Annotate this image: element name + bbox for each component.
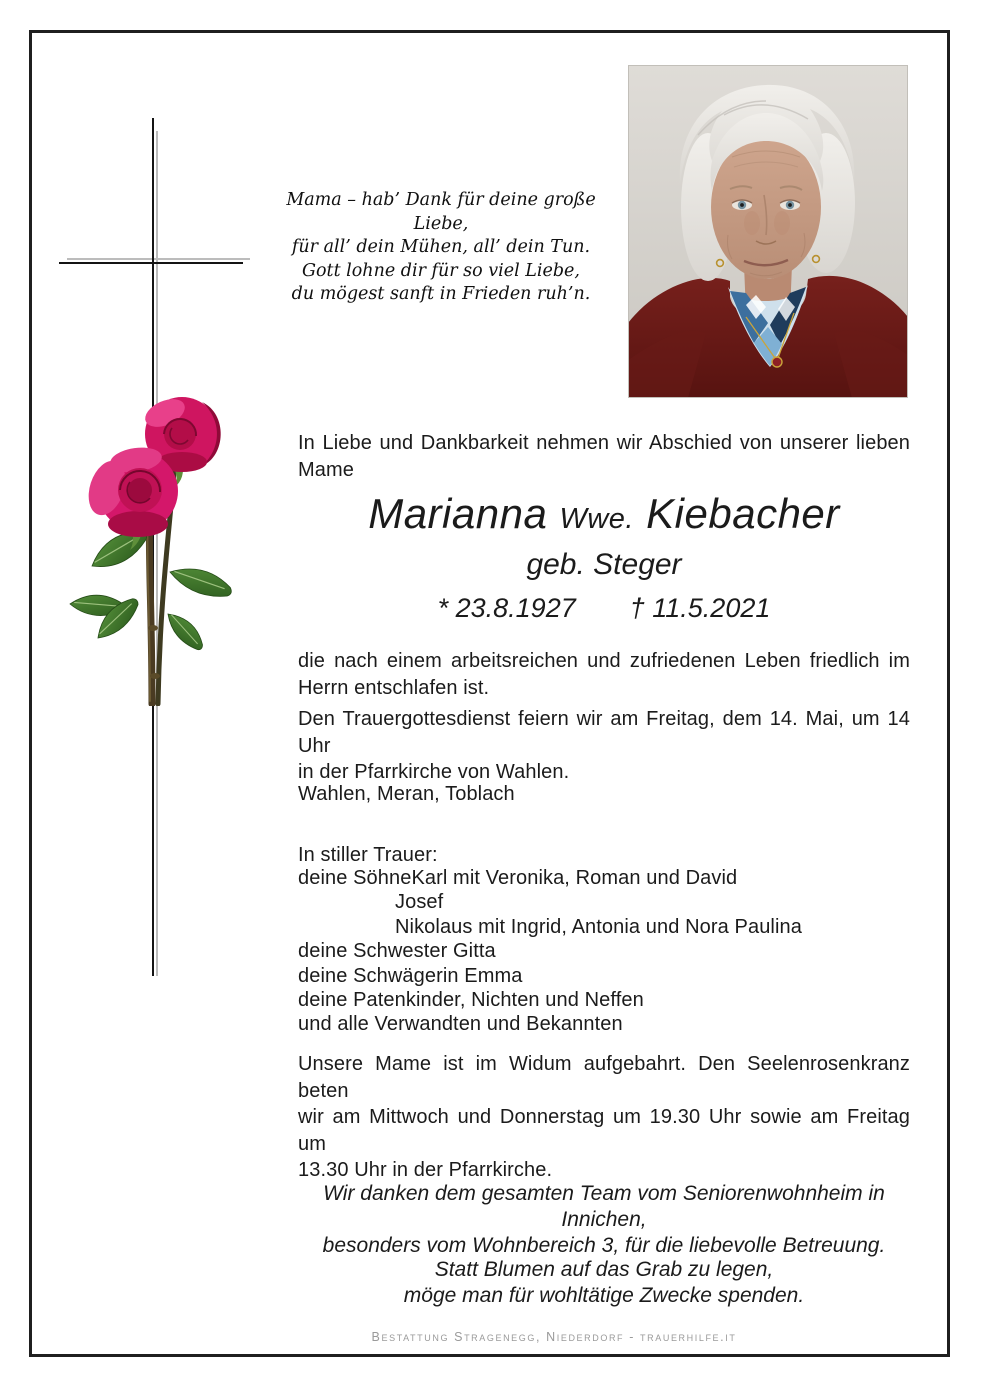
life-dates: [298, 593, 910, 624]
sons-label-spacer: [298, 890, 395, 914]
memorial-verse: [266, 189, 616, 307]
places-line: Wahlen, Meran, Toblach: [298, 783, 515, 805]
mourner-row: und alle Verwandten und Bekannten: [298, 1013, 623, 1036]
wake-line: wir am Mittwoch und Donnerstag um 19.30 Uhr sowie am Freitag um: [298, 1106, 910, 1155]
mourner-row: deine Patenkinder, Nichten und Neffen: [298, 989, 644, 1012]
funeral-home-credit: Bestattung Stragenegg, Niederdorf - trauerhilfe.it: [371, 1330, 737, 1344]
cross-horizontal-shadow: [67, 258, 250, 260]
mourner-row: [298, 866, 910, 890]
sons-label: deine Söhne: [298, 867, 412, 889]
birth-date: * 23.8.1927: [437, 593, 576, 623]
verse-line: du mögest sanft in Frieden ruh’n.: [291, 284, 591, 304]
donation-line: möge man für wohltätige Zwecke spenden.: [403, 1284, 805, 1307]
verse-line: für all’ dein Mühen, all’ dein Tun.: [291, 237, 591, 257]
son-entry: Karl mit Veronika, Roman und David: [411, 867, 738, 889]
name-line: [368, 490, 840, 537]
mourner-row: deine Schwägerin Emma: [298, 964, 523, 987]
thanks-line: besonders vom Wohnbereich 3, für die liebevolle Betreuung.: [322, 1234, 886, 1257]
roses-icon: [52, 376, 248, 706]
donation-line: Statt Blumen auf das Grab zu legen,: [434, 1258, 774, 1281]
intro-line: In Liebe und Dankbarkeit nehmen wir Abschied von unserer lieben: [298, 432, 910, 454]
service-paragraph: [298, 706, 910, 786]
mourner-row: deine Schwester Gitta: [298, 940, 496, 963]
service-line: Den Trauergottesdienst feiern wir am Freitag, dem 14. Mai, um 14 Uhr: [298, 708, 910, 757]
passing-paragraph: [298, 648, 910, 701]
service-line: in der Pfarrkirche von Wahlen.: [298, 761, 570, 783]
first-name: Marianna: [368, 490, 548, 537]
son-entry: Josef: [395, 891, 444, 914]
passing-line: die nach einem arbeitsreichen und zufriedenen Leben friedlich im: [298, 650, 910, 672]
mourner-row: [298, 890, 910, 914]
mourners-heading: In stiller Trauer:: [298, 844, 438, 866]
widow-abbr: Wwe.: [559, 503, 634, 535]
wake-paragraph: [298, 1051, 910, 1184]
mourner-row: [298, 915, 910, 939]
thanks-paragraph: [298, 1181, 910, 1259]
donation-paragraph: [298, 1257, 910, 1309]
verse-line: Gott lohne dir für so viel Liebe,: [302, 260, 580, 281]
thanks-line: Wir danken dem gesamten Team vom Seniorenwohnheim in Innichen,: [323, 1182, 885, 1231]
cross-horizontal-bar: [59, 262, 243, 264]
wake-line: 13.30 Uhr in der Pfarrkirche.: [298, 1159, 553, 1181]
verse-line: Mama – hab’ Dank für deine große Liebe,: [286, 190, 596, 234]
son-entry: Nikolaus mit Ingrid, Antonia und Nora Paulina: [395, 915, 802, 938]
intro-line: Mame: [298, 458, 354, 481]
portrait-photo: [628, 65, 908, 398]
maiden-name: geb. Steger: [526, 548, 682, 581]
wake-line: Unsere Mame ist im Widum aufgebahrt. Den Seelenrosenkranz beten: [298, 1053, 910, 1102]
death-date: † 11.5.2021: [629, 593, 771, 623]
intro-paragraph: [298, 430, 910, 483]
sons-label-spacer: [298, 915, 395, 939]
passing-line: Herrn entschlafen ist.: [298, 676, 490, 699]
last-name: Kiebacher: [646, 490, 840, 537]
mourners-list: [298, 866, 910, 1037]
deceased-name: [298, 490, 910, 538]
